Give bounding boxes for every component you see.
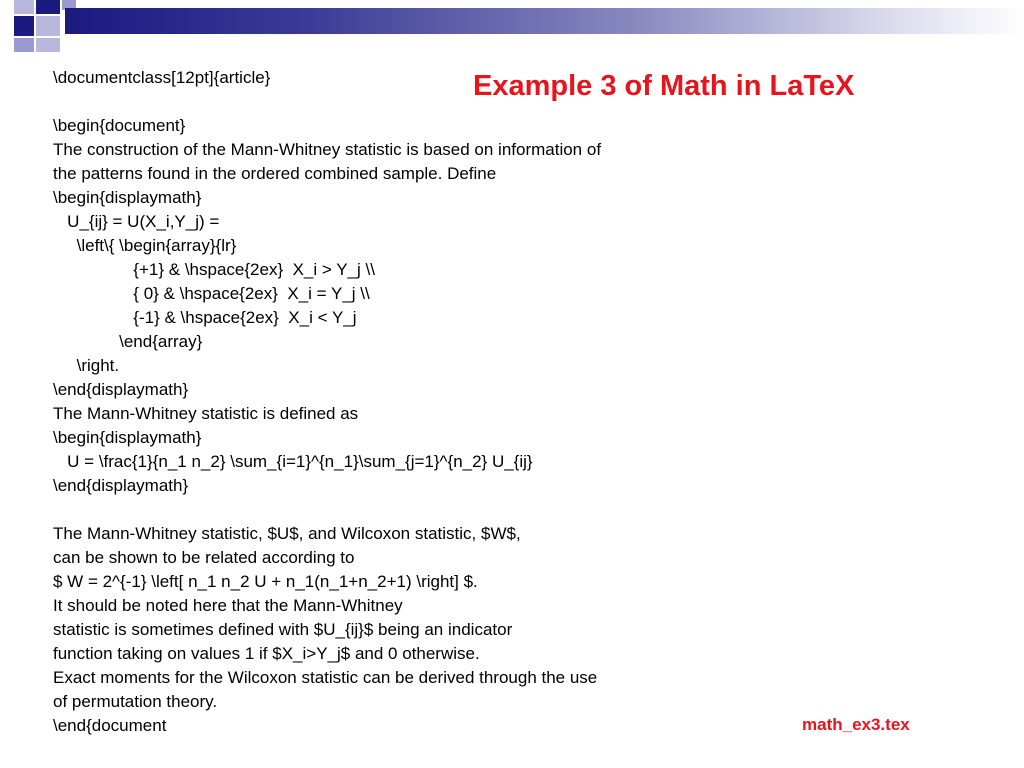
- code-line: [53, 498, 601, 522]
- code-line: The construction of the Mann-Whitney statistic is based on information of: [53, 140, 602, 159]
- code-line: \end{displaymath}: [53, 380, 189, 399]
- code-line: [53, 90, 601, 114]
- code-line: Exact moments for the Wilcoxon statistic can be derived through the use: [53, 668, 598, 687]
- header-gradient-bar: [65, 8, 1024, 34]
- code-line: can be shown to be related according to: [53, 548, 355, 567]
- code-line: \right.: [53, 356, 120, 375]
- decor-square: [36, 0, 60, 14]
- code-line: \begin{document}: [53, 116, 186, 135]
- code-line: \end{displaymath}: [53, 476, 189, 495]
- decor-square: [14, 38, 34, 52]
- code-line: \left\{ \begin{array}{lr}: [53, 236, 237, 255]
- decor-square: [14, 0, 34, 14]
- code-line: function taking on values 1 if $X_i>Y_j$ and 0 otherwise.: [53, 644, 480, 663]
- decor-square: [36, 38, 60, 52]
- code-line: of permutation theory.: [53, 692, 218, 711]
- code-line: the patterns found in the ordered combined sample. Define: [53, 164, 497, 183]
- code-line: \end{array}: [53, 332, 203, 351]
- code-line: \begin{displaymath}: [53, 188, 202, 207]
- code-line: It should be noted here that the Mann-Whitney: [53, 596, 403, 615]
- code-line: \end{document: [53, 716, 167, 735]
- latex-source: [53, 66, 601, 738]
- code-line: U = \frac{1}{n_1 n_2} \sum_{i=1}^{n_1}\sum_{j=1}^{n_2} U_{ij}: [53, 452, 533, 471]
- code-line: U_{ij} = U(X_i,Y_j) =: [53, 212, 220, 231]
- decor-square: [36, 16, 60, 36]
- decor-square: [14, 16, 34, 36]
- code-line: \begin{displaymath}: [53, 428, 202, 447]
- code-line: $ W = 2^{-1} \left[ n_1 n_2 U + n_1(n_1+n_2+1) \right] $.: [53, 572, 478, 591]
- code-line: The Mann-Whitney statistic, $U$, and Wilcoxon statistic, $W$,: [53, 524, 521, 543]
- code-line: The Mann-Whitney statistic is defined as: [53, 404, 359, 423]
- code-line: {-1} & \hspace{2ex} X_i < Y_j: [53, 308, 357, 327]
- code-line: \documentclass[12pt]{article}: [53, 68, 271, 87]
- code-line: { 0} & \hspace{2ex} X_i = Y_j \\: [53, 284, 370, 303]
- code-line: {+1} & \hspace{2ex} X_i > Y_j \\: [53, 260, 375, 279]
- file-name: math_ex3.tex: [802, 715, 910, 734]
- slide-title: Example 3 of Math in LaTeX: [473, 70, 855, 102]
- code-line: statistic is sometimes defined with $U_{ij}$ being an indicator: [53, 620, 513, 639]
